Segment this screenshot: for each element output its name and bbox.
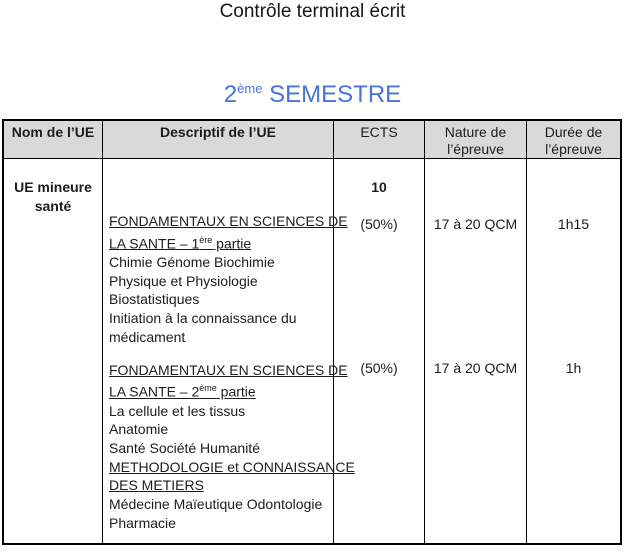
header-nom-ue: Nom de l’UE — [4, 121, 103, 158]
cell-nature-epreuve — [425, 159, 527, 543]
block1-superscript: ère — [199, 234, 213, 245]
course-line: La cellule et les tissus — [109, 402, 246, 419]
nature-block1-value: 17 à 20 QCM — [433, 216, 518, 232]
duree-block2-value: 1h — [565, 360, 582, 376]
semester-label: SEMESTRE — [262, 81, 402, 108]
block2-heading-line2 — [109, 379, 329, 401]
methodologie-heading-line2: DES METIERS — [109, 477, 204, 494]
block1-heading-line1: FONDAMENTAUX EN SCIENCES DE — [109, 213, 348, 229]
course-line: Pharmacie — [109, 514, 176, 531]
methodologie-heading-line1: METHODOLOGIE et CONNAISSANCE — [109, 458, 355, 475]
block2-superscript: ème — [199, 383, 217, 394]
table-header-row — [4, 121, 620, 159]
header-nature-epreuve: Nature de l’épreuve — [425, 121, 527, 158]
block1-heading-line2-text: LA SANTE – 1 — [109, 235, 200, 252]
course-line: Santé Société Humanité — [109, 440, 260, 457]
ects-block2-value: (50%) — [360, 360, 398, 376]
nature-block2-value: 17 à 20 QCM — [433, 360, 518, 376]
course-line: médicament — [109, 328, 186, 345]
block1-heading-line2 — [109, 231, 329, 253]
course-block-1 — [109, 212, 348, 347]
duree-block1-value: 1h15 — [557, 216, 590, 232]
cell-ects — [334, 159, 425, 543]
course-block-2 — [109, 361, 355, 533]
block1-heading-line2-tail: partie — [212, 235, 252, 252]
course-line: Anatomie — [109, 421, 169, 438]
course-line: Chimie Génome Biochimie — [109, 254, 275, 271]
cell-ue-name: UE mineure santé — [4, 159, 103, 543]
block2-heading-line1: FONDAMENTAUX EN SCIENCES DE — [109, 361, 348, 378]
document-title: Contrôle terminal écrit — [219, 1, 406, 22]
ects-block1-value: (50%) — [360, 216, 398, 232]
course-line: Biostatistiques — [109, 291, 200, 308]
header-descriptif-ue: Descriptif de l’UE — [103, 121, 334, 158]
exam-table — [2, 119, 622, 545]
course-line: Médecine Maïeutique Odontologie — [109, 496, 323, 513]
header-duree-epreuve: Durée de l’épreuve — [544, 124, 603, 157]
course-line: Physique et Physiologie — [109, 272, 258, 289]
ects-total-value: 10 — [371, 179, 387, 195]
header-ects: ECTS — [334, 121, 425, 158]
cell-duree-epreuve — [527, 159, 620, 543]
block2-heading-line2-tail: partie — [216, 383, 256, 400]
table-body-row — [4, 159, 620, 543]
semester-superscript: ème — [237, 81, 263, 96]
semester-heading — [0, 74, 625, 110]
semester-number: 2 — [223, 81, 238, 108]
block2-heading-line2-text: LA SANTE – 2 — [109, 383, 200, 400]
course-line: Initiation à la connaissance du — [109, 310, 297, 327]
cell-descriptif — [103, 159, 355, 543]
